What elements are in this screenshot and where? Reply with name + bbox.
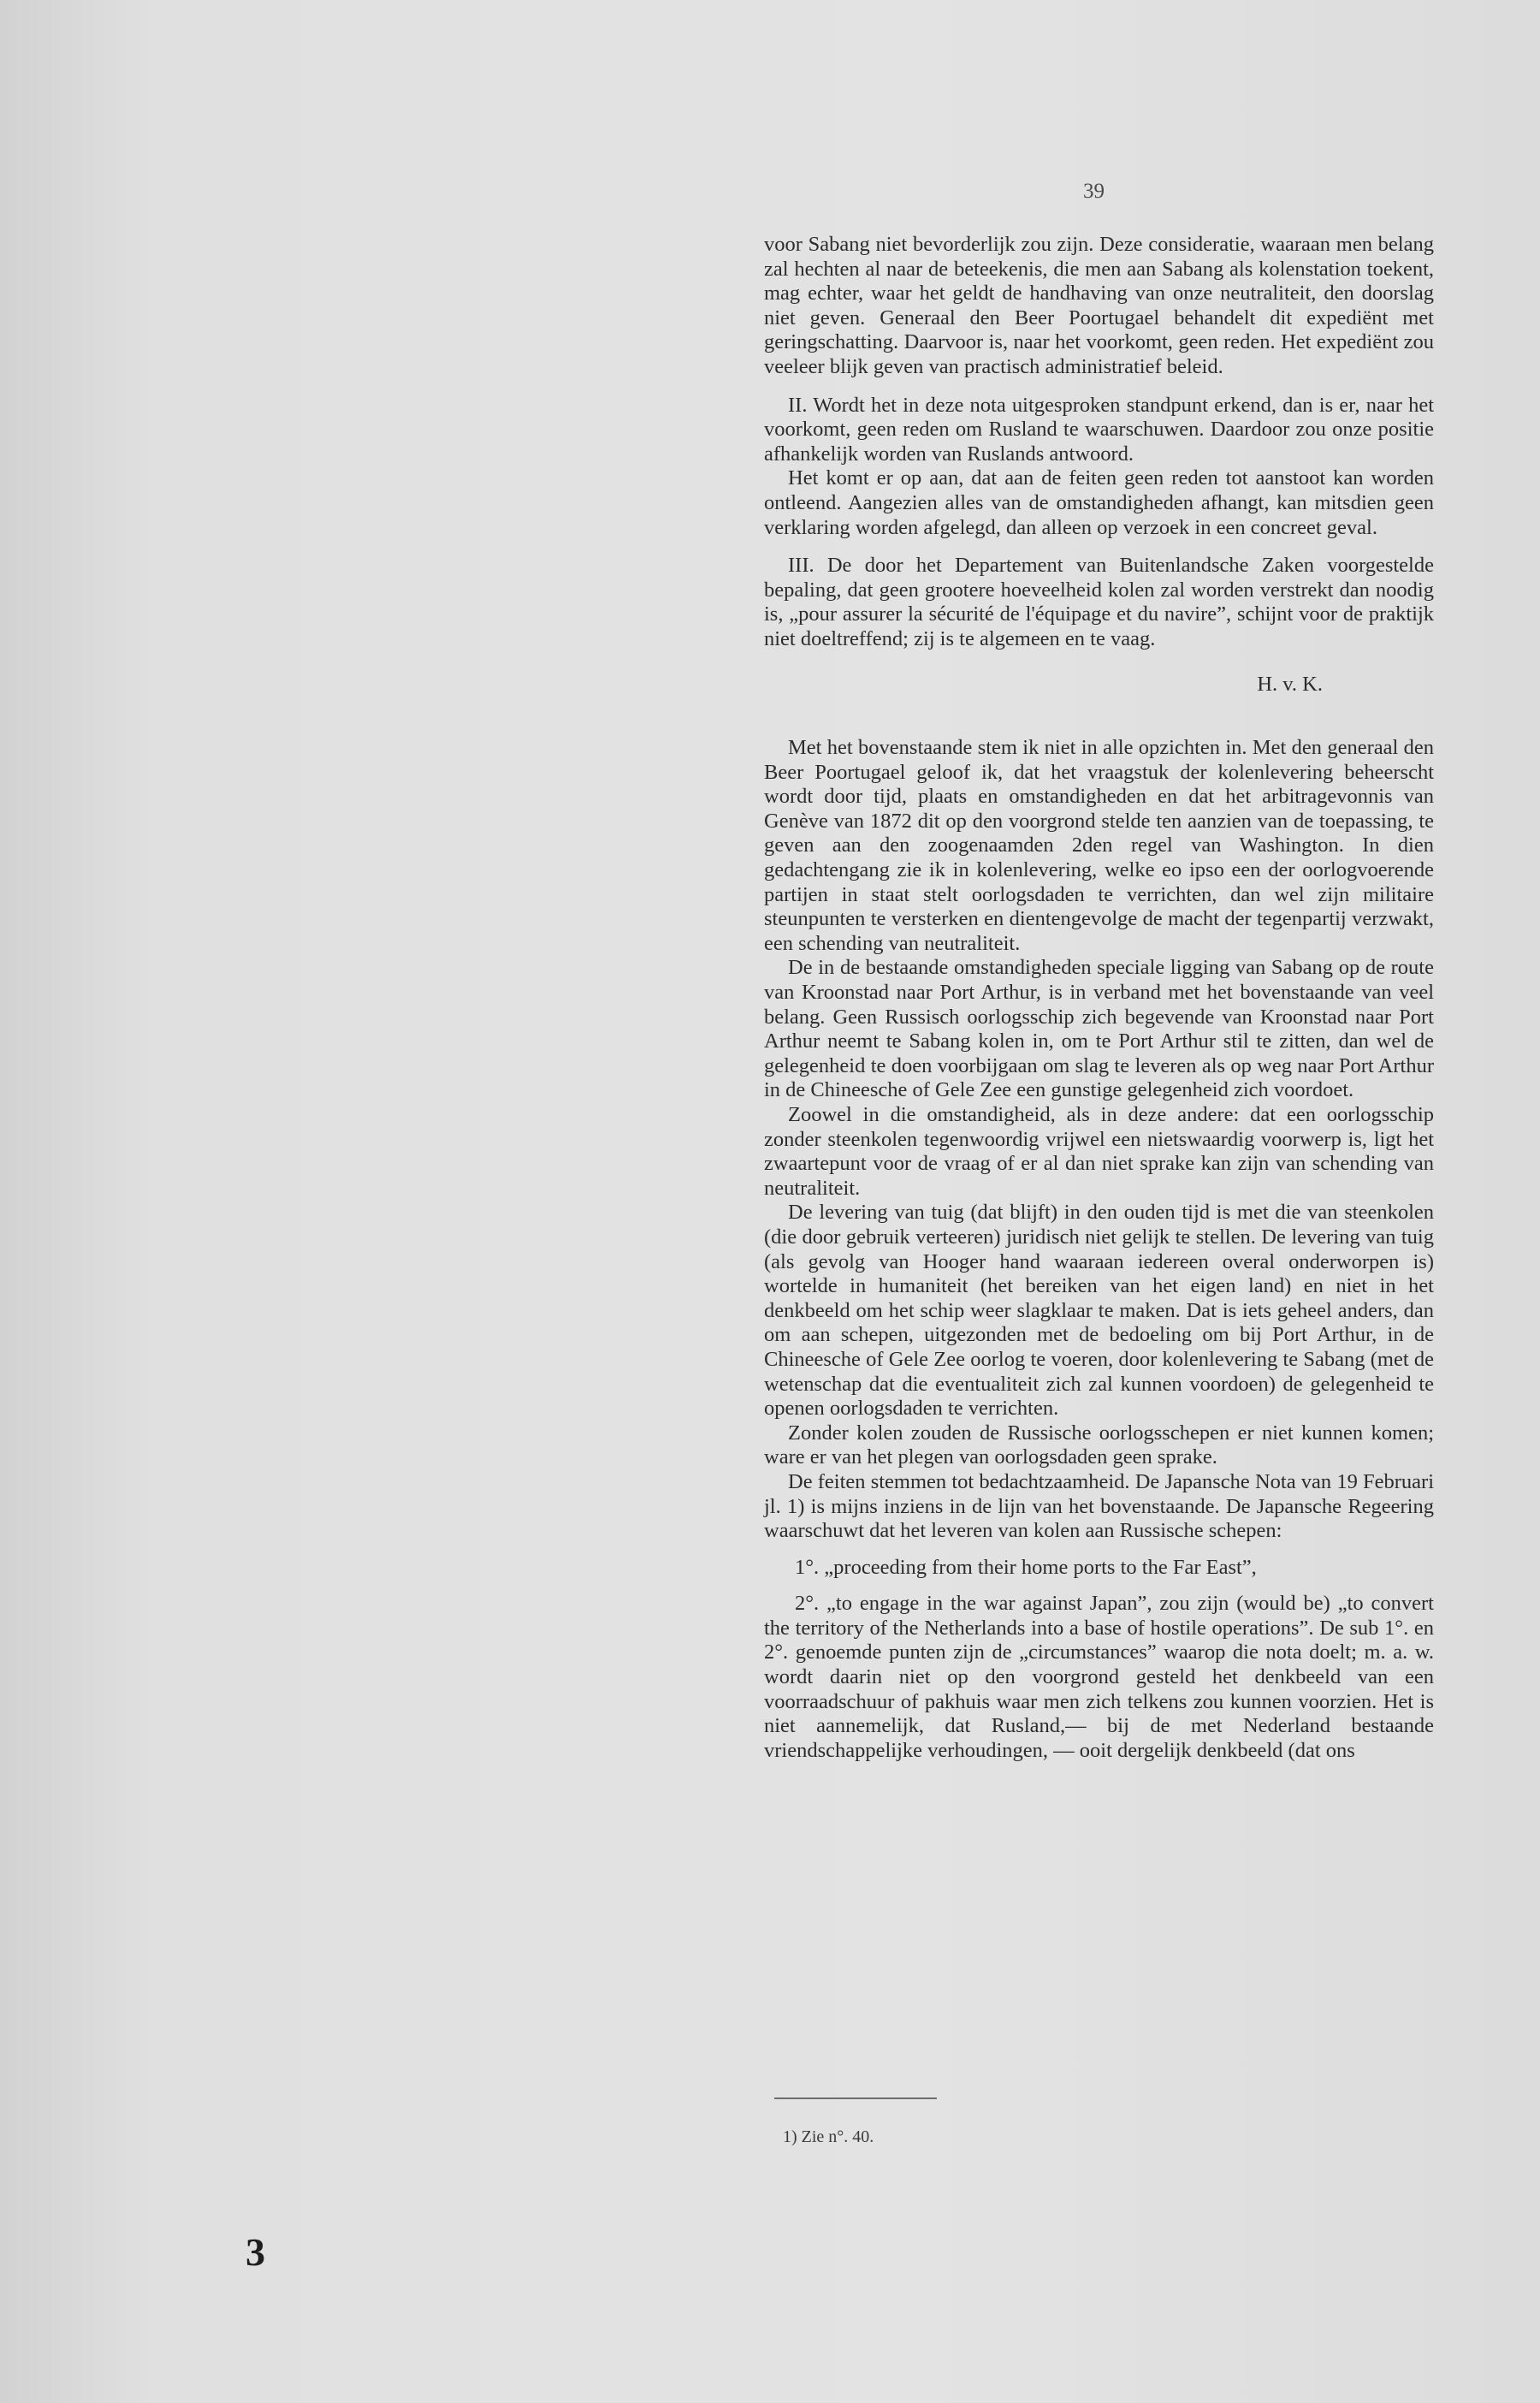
paragraph: Zonder kolen zouden de Russische oorlogsschepen er niet kunnen komen; ware er van het plegen van oorlogsdaden geen sprake. — [764, 1421, 1434, 1469]
signature: H. v. K. — [1257, 672, 1323, 696]
sheet-number: 3 — [246, 2230, 265, 2274]
paragraph: Zoowel in die omstandigheid, als in deze andere: dat een oorlogsschip zonder steenkolen tegenwoordig vrijwel een nietswaardig voorwerp is, ligt het zwaartepunt voor de vraag of er al dan niet sprake kan zijn van schending van neutraliteit. — [764, 1103, 1434, 1200]
text-column — [764, 233, 1434, 1763]
paragraph: Met het bovenstaande stem ik niet in alle opzichten in. Met den generaal den Beer Poortugael geloof ik, dat het vraagstuk der kolenlevering beheerscht wordt door tijd, plaats en omstandigheden en dat het arbitragevonnis van Genève van 1872 dit op den voorgrond stelde ten aanzien van de toepassing, te geven aan den zoogenaamden 2den regel van Washington. In dien gedachtengang zie ik in kolenlevering, welke eo ipso een der oorlogvoerende partijen in staat stelt oorlogsdaden te verrichten, dan wel zijn militaire steunpunten te versterken en dientengevolge de macht der tegenpartij verzwakt, een schending van neutraliteit. — [764, 736, 1434, 955]
paragraph: De feiten stemmen tot bedachtzaamheid. De Japansche Nota van 19 Februari jl. 1) is mijns inziens in de lijn van het bovenstaande. De Japansche Regeering waarschuwt dat het leveren van kolen aan Russische schepen: — [764, 1469, 1434, 1543]
page-number: 39 — [1083, 180, 1105, 203]
footnote: 1) Zie n°. 40. — [783, 2127, 874, 2146]
enumerated-item-1: 1°. „proceeding from their home ports to the Far East”, — [795, 1555, 1257, 1579]
enumerated-item-2: 2°. „to engage in the war against Japan”, zou zijn (would be) „to convert the territory of the Netherlands into a base of hostile operations”. De sub 1°. en 2°. genoemde punten zijn de „circumstances” waarop die nota doelt; m. a. w. wordt daarin niet op den voorgrond gesteld het denkbeeld van een voorraadschuur of pakhuis waar men zich telkens zou kunnen voorzien. Het is niet aannemelijk, dat Rusland,— bij de met Nederland bestaande vriendschappelijke verhoudingen, — ooit dergelijk denkbeeld (dat ons — [764, 1592, 1434, 1762]
footnote-divider — [774, 2097, 937, 2099]
paragraph-continuation: voor Sabang niet bevorderlijk zou zijn. Deze consideratie, waaraan men belang zal hechten al naar de beteekenis, die men aan Sabang als kolenstation toekent, mag echter, waar het geldt de handhaving van onze neutraliteit, den doorslag niet geven. Generaal den Beer Poortugael behandelt dit expediënt met geringschatting. Daarvoor is, naar het voorkomt, geen reden. Het expediënt zou veeleer blijk geven van practisch administratief beleid. — [764, 233, 1434, 378]
paragraph: De levering van tuig (dat blijft) in den ouden tijd is met die van steenkolen (die door gebruik verteeren) juridisch niet gelijk te stellen. De levering van tuig (als gevolg van Hooger hand waaraan iedereen overal onderworpen is) wortelde in humaniteit (het bereiken van het eigen land) en niet in het denkbeeld om het schip weer slagklaar te maken. Dat is iets geheel anders, dan om aan schepen, uitgezonden met de bedoeling om bij Port Arthur, in de Chineesche of Gele Zee oorlog te voeren, door kolenlevering te Sabang (met de wetenschap dat die eventualiteit zich zal kunnen voordoen) de gelegenheid te openen oorlogsdaden te verrichten. — [764, 1201, 1434, 1421]
paragraph-section-iii: III. De door het Departement van Buitenlandsche Zaken voorgestelde bepaling, dat geen grootere hoeveelheid kolen zal worden verstrekt dan noodig is, „pour assurer la sécurité de l'équipage et du navire”, schijnt voor de praktijk niet doeltreffend; zij is te algemeen en te vaag. — [764, 554, 1434, 650]
paragraph: Het komt er op aan, dat aan de feiten geen reden tot aanstoot kan worden ontleend. Aangezien alles van de omstandigheden afhangt, kan mitsdien geen verklaring worden afgelegd, dan alleen op verzoek in een concreet geval. — [764, 466, 1434, 539]
paragraph-section-ii: II. Wordt het in deze nota uitgesproken standpunt erkend, dan is er, naar het voorkomt, geen reden om Rusland te waarschuwen. Daardoor zou onze positie afhankelijk worden van Ruslands antwoord. — [764, 393, 1434, 466]
paragraph: De in de bestaande omstandigheden speciale ligging van Sabang op de route van Kroonstad naar Port Arthur, is in verband met het bovenstaande van veel belang. Geen Russisch oorlogsschip zich begevende van Kroonstad naar Port Arthur neemt te Sabang kolen in, om te Port Arthur stil te zitten, dan wel de gelegenheid te doen voorbijgaan om slag te leveren als op weg naar Port Arthur in de Chineesche of Gele Zee een gunstige gelegenheid zich voordoet. — [764, 956, 1434, 1102]
